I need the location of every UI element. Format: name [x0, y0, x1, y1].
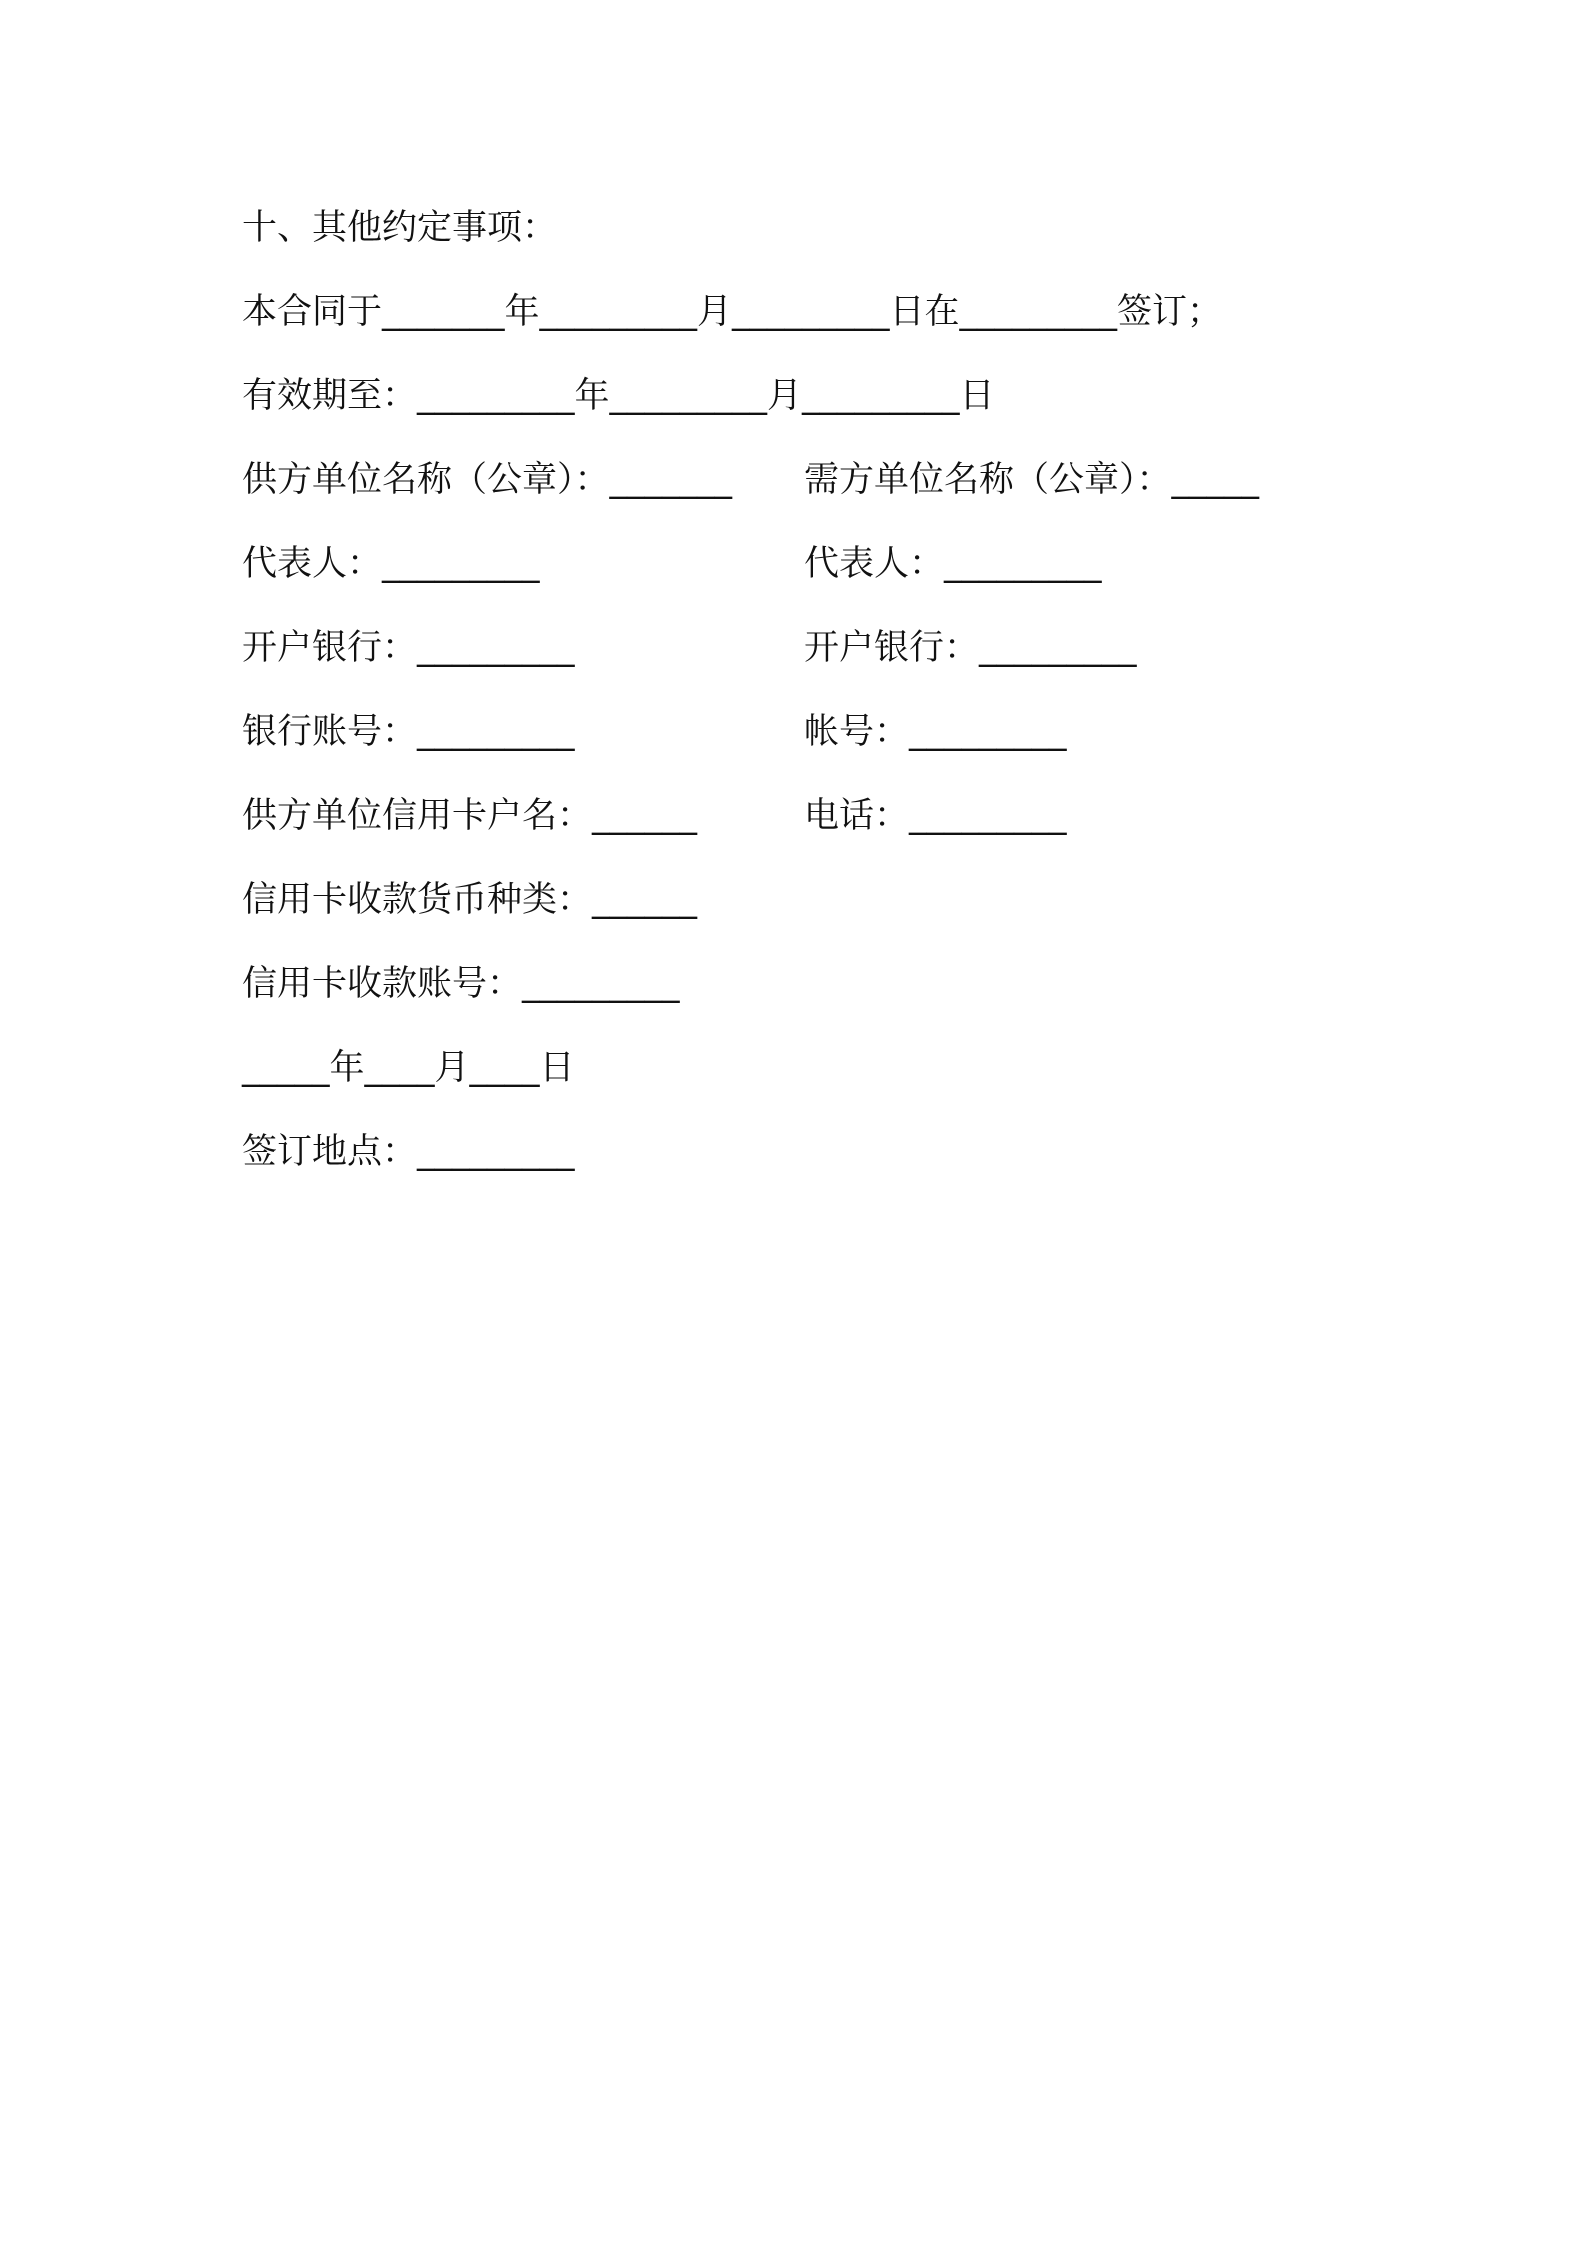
supplier-representative: 代表人：_________: [242, 544, 540, 584]
buyer-unit-name: 需方单位名称（公章）：_____: [804, 460, 1260, 500]
supplier-bank: 开户银行：_________: [242, 628, 575, 668]
validity-line: 有效期至：_________年_________月_________日: [242, 376, 995, 416]
supplier-bank-account: 银行账号：_________: [242, 712, 575, 752]
buyer-phone: 电话：_________: [804, 796, 1067, 836]
buyer-representative: 代表人：_________: [804, 544, 1102, 584]
supplier-unit-name: 供方单位名称（公章）：_______: [242, 460, 733, 500]
supplier-credit-card-currency: 信用卡收款货币种类：______: [242, 880, 698, 920]
buyer-bank: 开户银行：_________: [804, 628, 1137, 668]
supplier-credit-card-holder: 供方单位信用卡户名：______: [242, 796, 698, 836]
supplier-credit-card-account: 信用卡收款账号：_________: [242, 964, 680, 1004]
section-title: 十、其他约定事项：: [242, 208, 558, 248]
buyer-account: 帐号：_________: [804, 712, 1067, 752]
signing-date-line: 本合同于_______年_________月_________日在_________签订；: [242, 292, 1223, 332]
date-line: _____年____月____日: [242, 1048, 575, 1088]
signing-place: 签订地点：_________: [242, 1132, 575, 1172]
